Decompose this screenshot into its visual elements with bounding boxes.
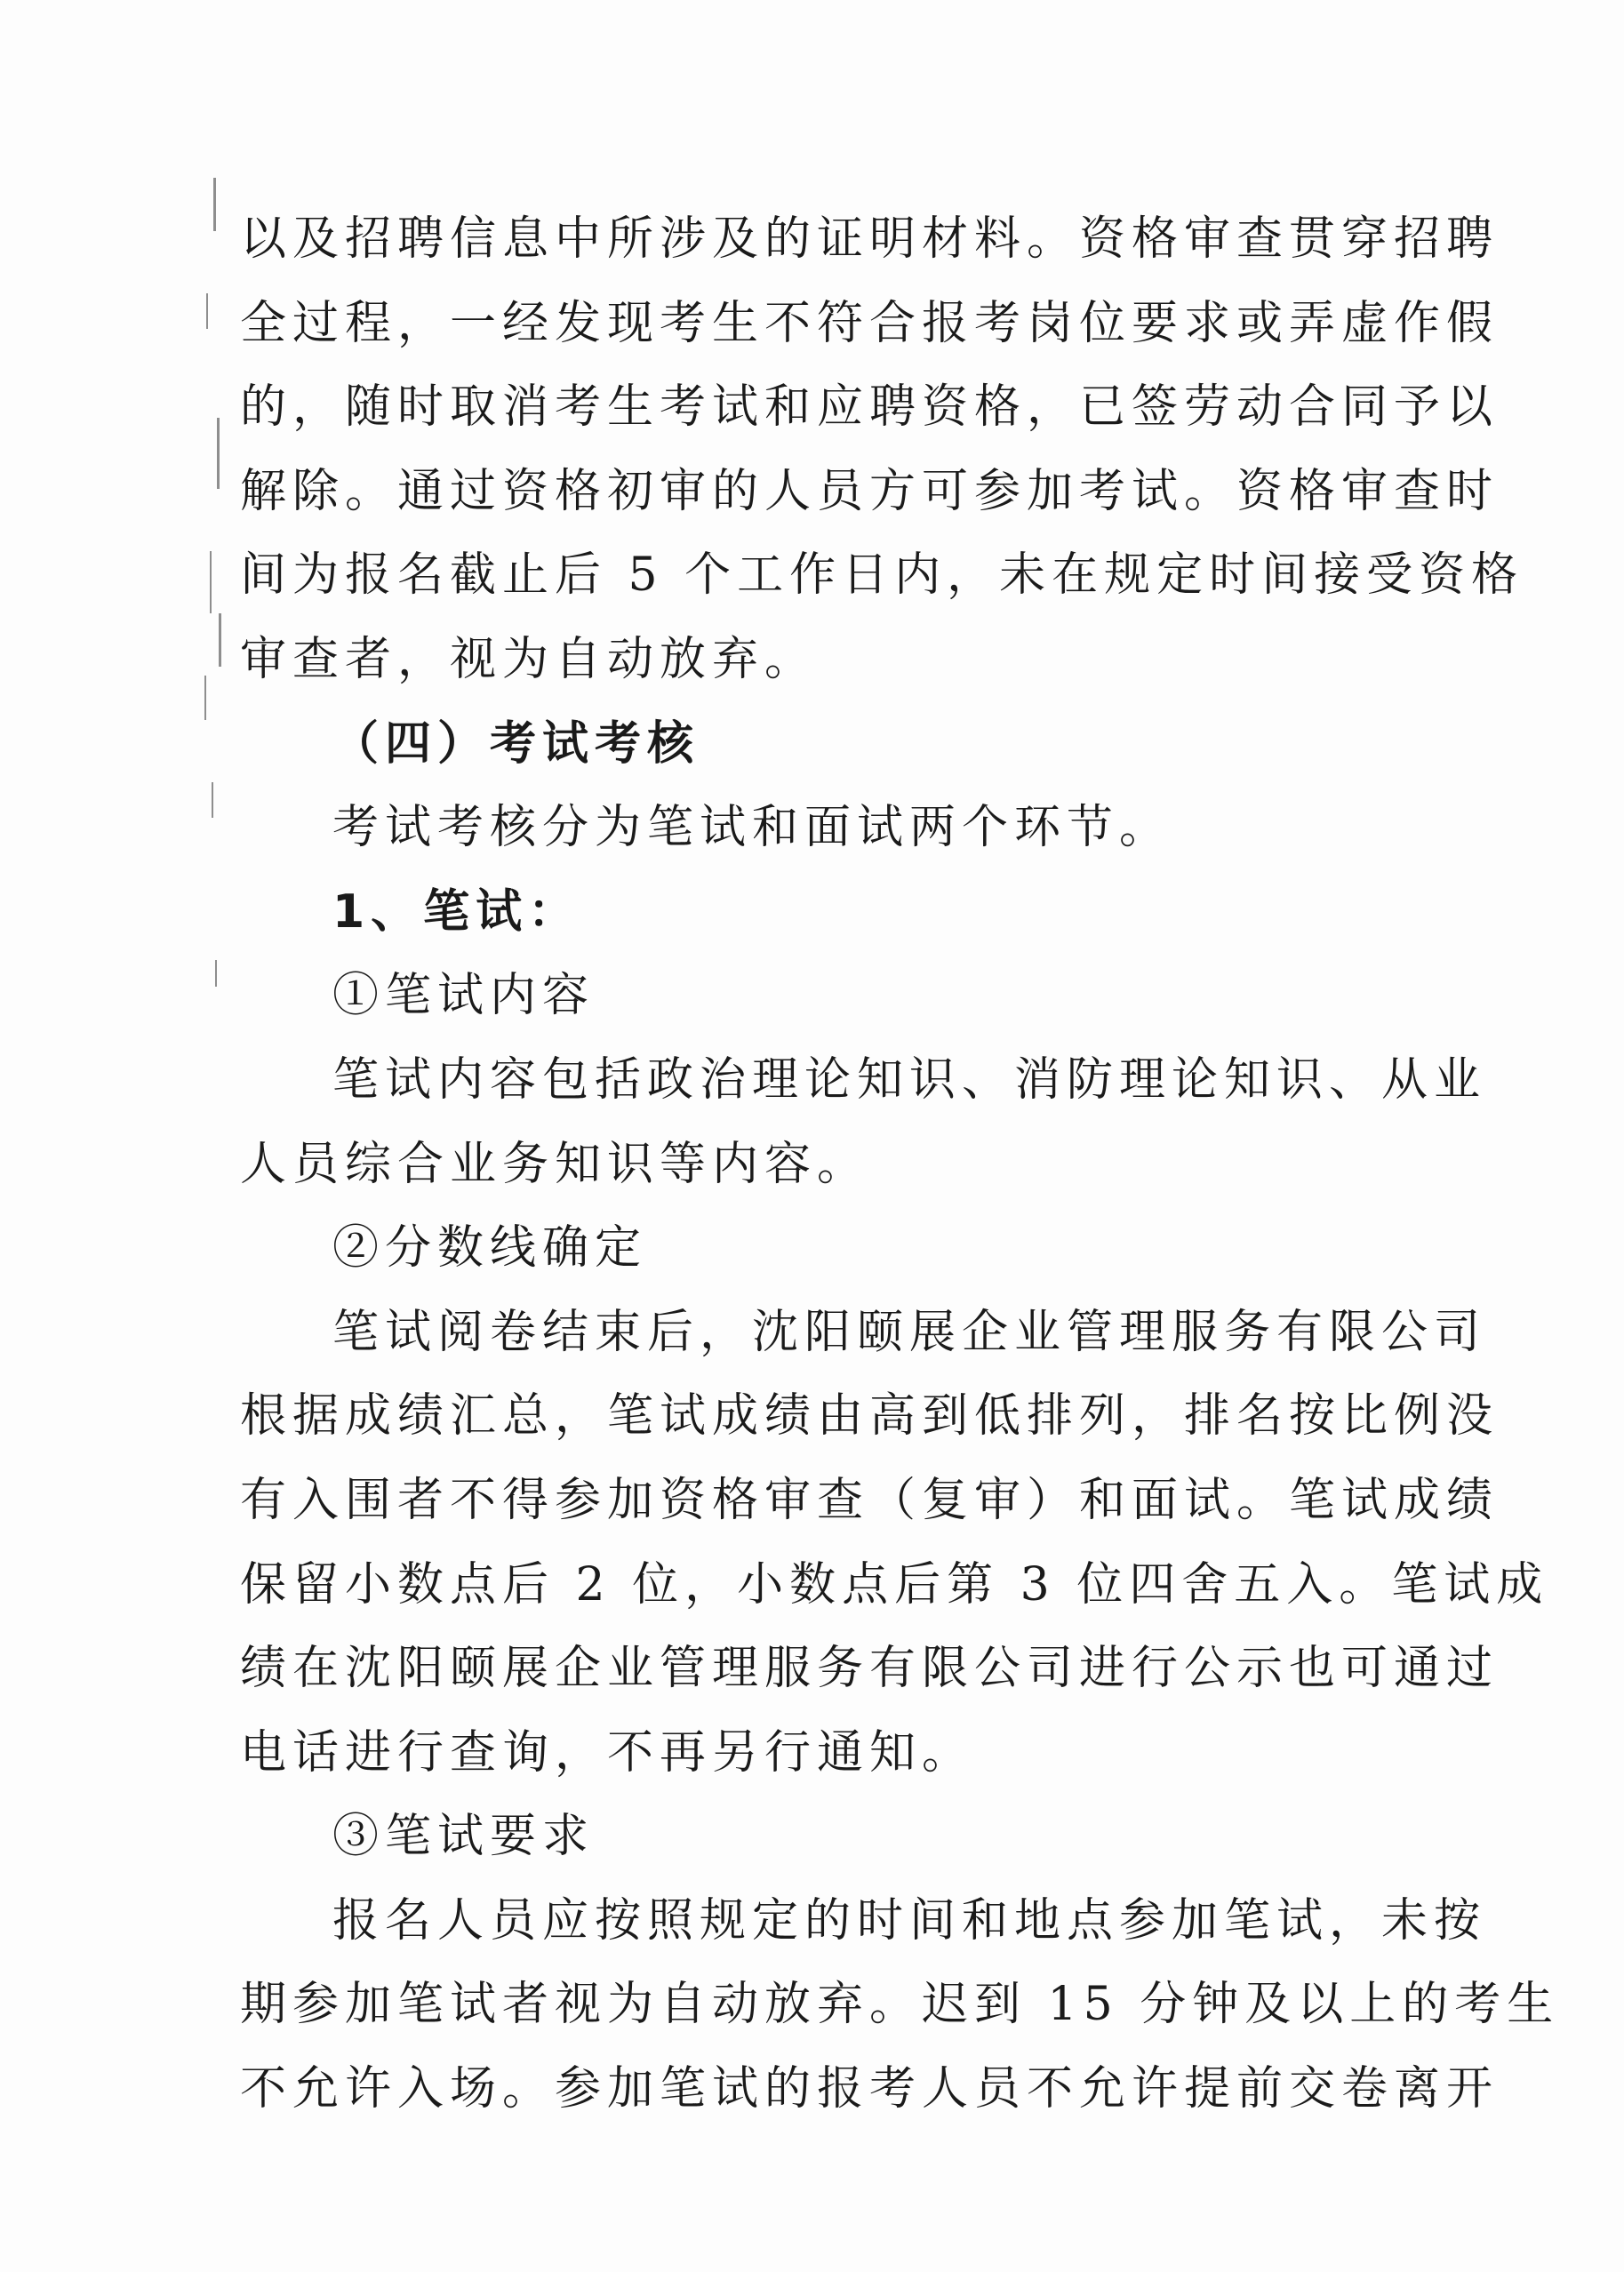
text-line: 审查者，视为自动放弃。: [240, 632, 818, 686]
text-line: 有入围者不得参加资格审查（复审）和面试。笔试成绩: [240, 1473, 1500, 1527]
scan-artifact: [215, 960, 217, 987]
item-heading: ②分数线确定: [332, 1221, 648, 1276]
subsection-heading: 1、笔试：: [332, 884, 581, 939]
text-line: 以及招聘信息中所涉及的证明材料。资格审查贯穿招聘: [240, 212, 1500, 266]
text-line: 绩在沈阳颐展企业管理服务有限公司进行公示也可通过: [240, 1642, 1500, 1696]
text-line: 间为报名截止后 5 个工作日内，未在规定时间接受资格: [240, 548, 1524, 603]
scan-artifact: [213, 178, 216, 231]
scan-artifact: [204, 676, 206, 720]
scan-artifact: [210, 551, 212, 613]
document-body: [240, 197, 1560, 2132]
text-line: 解除。通过资格初审的人员方可参加考试。资格审查时: [240, 464, 1500, 518]
text-line: 人员综合业务知识等内容。: [240, 1137, 870, 1191]
text-line: 不允许入场。参加笔试的报考人员不允许提前交卷离开: [240, 2062, 1500, 2116]
text-line: 的，随时取消考生考试和应聘资格，已签劳动合同予以: [240, 380, 1500, 435]
scan-artifact: [212, 782, 213, 818]
text-line: 期参加笔试者视为自动放弃。迟到 15 分钟及以上的考生: [240, 1978, 1560, 2032]
text-line: 全过程，一经发现考生不符合报考岗位要求或弄虚作假: [240, 296, 1500, 350]
text-line: 根据成绩汇总，笔试成绩由高到低排列，排名按比例没: [240, 1389, 1500, 1444]
text-line: 电话进行查询，不再另行通知。: [240, 1725, 975, 1780]
text-line: 笔试阅卷结束后，沈阳颐展企业管理服务有限公司: [332, 1305, 1487, 1359]
scan-artifact: [217, 418, 220, 489]
scan-artifact: [206, 293, 208, 329]
scan-artifact: [219, 613, 221, 667]
text-line: 考试考核分为笔试和面试两个环节。: [332, 801, 1172, 855]
text-line: 保留小数点后 2 位，小数点后第 3 位四舍五入。笔试成: [240, 1557, 1549, 1612]
item-heading: ①笔试内容: [332, 969, 596, 1023]
text-line: 报名人员应按照规定的时间和地点参加笔试，未按: [332, 1893, 1487, 1948]
text-line: 笔试内容包括政治理论知识、消防理论知识、从业: [332, 1052, 1487, 1107]
section-heading: （四）考试考核: [332, 716, 700, 771]
item-heading: ③笔试要求: [332, 1810, 596, 1864]
